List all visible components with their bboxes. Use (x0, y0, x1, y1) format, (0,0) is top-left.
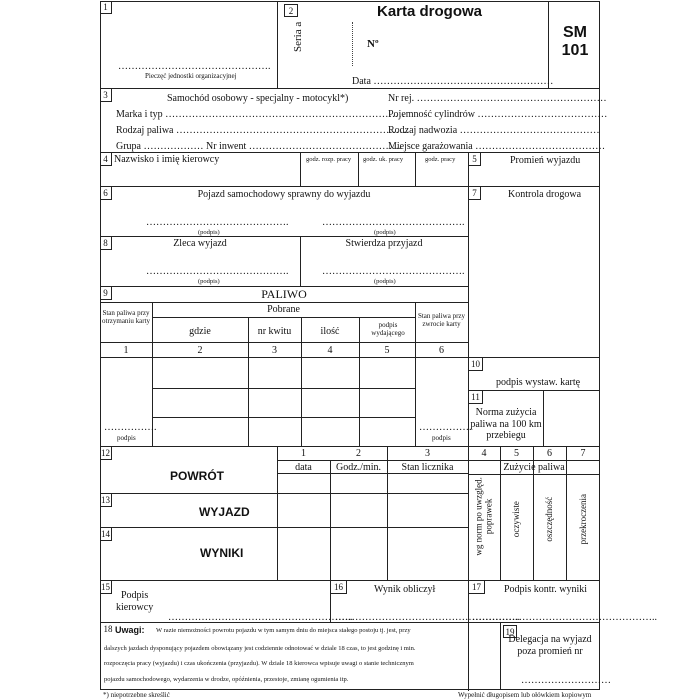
form-code (550, 24, 600, 60)
col-data: data (295, 462, 312, 473)
podpis-label: (podpis) (374, 278, 396, 285)
divider (100, 186, 600, 187)
col-godz: Godz./min. (336, 462, 381, 473)
kontr-dots: ……………………………………………….. (472, 612, 657, 623)
section-number: 8 (100, 237, 112, 250)
divider (100, 236, 468, 237)
sign-dots: ……………………………………. (322, 266, 465, 277)
oczywiste (511, 479, 521, 559)
uwagi-line: pojazdu samochodowego, wydarzenia w drodze, opóźnienia, przestoje, zmianę ogumienia itp. (104, 676, 349, 683)
divider (100, 446, 600, 447)
podpis-wystaw-karte: podpis wystaw. kartę (496, 377, 581, 388)
podpis-label: (podpis) (198, 278, 220, 285)
col-gdzie: gdzie (189, 326, 211, 337)
divider (100, 302, 468, 303)
wg-norm (474, 471, 495, 561)
delegacja-2: poza promień nr (517, 646, 583, 657)
document-title: Karta drogowa (377, 3, 483, 20)
grupa-nr-inwent: Grupa ……………… Nr inwent ………………………………………. (116, 141, 402, 152)
miejsce-garazowania: Miejsce garażowania ………………………………… (388, 141, 606, 152)
section-number: 5 (469, 153, 481, 166)
zuzycie-paliwa: Zużycie paliwa (503, 462, 565, 473)
fuel-col-num: 1 (123, 345, 129, 356)
podpis-kierowcy-1: Podpis (121, 590, 149, 601)
divider (359, 317, 360, 446)
fuel-dots: ……………. (419, 422, 472, 433)
fuel-col-num: 2 (197, 345, 203, 356)
oszczednosc-text: oszczędność (543, 496, 554, 542)
stan-paliwa-otrzym: Stan paliwa przy otrzymaniu karty (102, 309, 151, 326)
fuel-col-num: 5 (384, 345, 390, 356)
divider (277, 460, 600, 461)
divider (415, 302, 416, 446)
form-code-line1: SM (563, 24, 587, 41)
divider (100, 527, 468, 528)
powrot-label: POWRÓT (170, 469, 224, 483)
section-number: 6 (100, 187, 112, 200)
sign-dots: ……………………………………. (146, 266, 289, 277)
wynik-obliczyl: Wynik obliczył (374, 584, 436, 595)
godz-rozp-pracy: godz. rozp. pracy (306, 156, 352, 163)
footnote-left: *) niepotrzebne skreślić (103, 691, 170, 699)
zuzycie-col-num: 6 (547, 448, 552, 459)
date-line: Data ……………………………………………… (352, 76, 554, 87)
divider (100, 493, 468, 494)
stwierdza-przyjazd: Stwierdza przyjazd (345, 238, 423, 249)
oszczednosc (544, 479, 554, 559)
vehicle-title: Samochód osobowy - specjalny - motocykl*) (167, 93, 349, 104)
divider (100, 580, 600, 581)
wyjazd-label: WYJAZD (199, 505, 250, 519)
fuel-col-num: 4 (327, 345, 333, 356)
rodzaj-nadwozia: Rodzaj nadwozia …………………………………… (388, 125, 600, 136)
section-number: 3 (100, 89, 112, 102)
kontrola-drogowa: Kontrola drogowa (508, 189, 582, 200)
promien-wyjazdu: Promień wyjazdu (510, 155, 581, 166)
mov-col-num: 2 (356, 448, 361, 459)
mov-col-num: 3 (425, 448, 430, 459)
rodzaj-paliwa: Rodzaj paliwa ……………………………………………………………. (116, 125, 409, 136)
footnote-right: Wypełnić długopisem lub ołówkiem kopiowym (458, 691, 592, 699)
nr-rej: Nr rej. ………………………………………………… (388, 93, 607, 104)
delegacja-1: Delegacja na wyjazd (508, 634, 592, 645)
section-number: 19 (503, 625, 517, 638)
nr-label: Nº (367, 38, 379, 50)
zleca-wyjazd: Zleca wyjazd (173, 238, 227, 249)
divider (543, 390, 544, 446)
fuel-dots: ……………. (104, 422, 157, 433)
divider (152, 388, 415, 389)
section-number: 11 (469, 391, 483, 404)
section-number: 10 (469, 358, 483, 371)
section-number: 13 (101, 495, 110, 505)
pojemnosc: Pojemność cylindrów ………………………………… (388, 109, 608, 120)
section-number: 2 (284, 4, 298, 17)
stamp-dots: ………………………………………. (118, 61, 271, 72)
col-nr-kwitu: nr kwitu (257, 326, 292, 337)
podpis-label: (podpis) (198, 229, 220, 236)
fuel-col-num: 6 (439, 345, 444, 356)
uwagi-line: W razie niemożności powrotu pojazdu w tym samym dniu do miejsca stałego postoju tj. jest, przy (156, 627, 411, 634)
paliwo-title: PALIWO (261, 287, 307, 301)
zuzycie-col-num: 5 (514, 448, 519, 459)
przekroczenia-text: przekroczenia (577, 493, 588, 545)
divider (548, 1, 549, 88)
przekroczenia (578, 479, 588, 559)
norma-zuzycia: Norma zużycia paliwa na 100 km przebiegu (470, 407, 542, 441)
section-number: 12 (101, 448, 110, 458)
section-number: 4 (100, 153, 112, 166)
section-number: 15 (101, 582, 110, 592)
divider (415, 152, 416, 186)
col-ilosc: ilość (320, 326, 340, 337)
divider (152, 417, 415, 418)
form-code-line2: 101 (561, 42, 589, 59)
sign-dots: ……………………………………. (146, 217, 289, 228)
divider (301, 317, 302, 446)
uwagi-line: dalszych jazdach dysponujący pojazdem obowiązany jest codziennie odnotować w dziale 18 czas, to jest godzinę i min. (104, 645, 416, 652)
col-podpis-wydajacego: podpis wydającego (371, 321, 405, 338)
seria-label: Seria a (292, 21, 304, 52)
wg-norm-text: wg norm po uwzględ. poprawek (473, 477, 494, 556)
col-stan-licznika: Stan licznika (401, 462, 454, 473)
zuzycie-col-num: 4 (481, 448, 487, 459)
pojazd-sprawny: Pojazd samochodowy sprawny do wyjazdu (197, 189, 371, 200)
divider (358, 152, 359, 186)
section-number: 7 (469, 187, 481, 200)
section-number: 16 (331, 581, 347, 594)
fuel-podpis: podpis (432, 434, 451, 442)
stan-paliwa-zwrot: Stan paliwa przy zwrocie karty (417, 312, 466, 329)
uwagi-label: Uwagi: (115, 625, 145, 635)
marka-typ: Marka i typ ……………………………………………………………… (116, 109, 406, 120)
wyniki-label: WYNIKI (200, 546, 244, 560)
fuel-podpis: podpis (117, 434, 136, 442)
seria-dotted-line (352, 22, 353, 66)
zuzycie-col-num: 7 (580, 448, 586, 459)
kierowca-dots: ……………………………………………….. (168, 612, 353, 623)
podpis-kierowcy-2: kierowcy (116, 602, 154, 613)
section-number: 14 (101, 529, 110, 539)
section-number: 18 (103, 624, 113, 634)
divider (300, 152, 301, 186)
delegacja-dots: ……………………… (521, 675, 611, 686)
stamp-label: Pieczęć jednostki organizacyjnej (145, 72, 237, 80)
mov-col-num: 1 (301, 448, 306, 459)
divider (100, 357, 468, 358)
podpis-label: (podpis) (374, 229, 396, 236)
divider (330, 460, 331, 580)
divider (100, 88, 600, 89)
godz-uk-pracy: godz. uk. pracy (363, 156, 404, 163)
oczywiste-text: oczywiste (510, 501, 521, 538)
pobrane-label: Pobrane (267, 304, 300, 315)
section-number: 9 (100, 287, 112, 300)
divider (468, 357, 600, 358)
divider (248, 317, 249, 446)
divider (100, 342, 468, 343)
driver-name-label: Nazwisko i imię kierowcy (114, 154, 220, 165)
uwagi-line: rozpoczęcia pracy (wyjazdu) i czas ukończenia (przyjazdu). W dziale 18 kierowca wpisuje uwagi o stanie technicznym (104, 660, 414, 667)
godz-pracy: godz. pracy (425, 156, 456, 163)
divider (468, 390, 600, 391)
podpis-kontr-wyniki: Podpis kontr. wyniki (504, 584, 588, 595)
divider (152, 317, 415, 318)
section-number: 17 (469, 581, 485, 594)
fuel-col-num: 3 (272, 345, 277, 356)
wynik-dots: ……………………………………………….. (335, 612, 520, 623)
divider (277, 1, 278, 88)
sign-dots: ……………………………………. (322, 217, 465, 228)
section-number: 1 (100, 1, 112, 14)
